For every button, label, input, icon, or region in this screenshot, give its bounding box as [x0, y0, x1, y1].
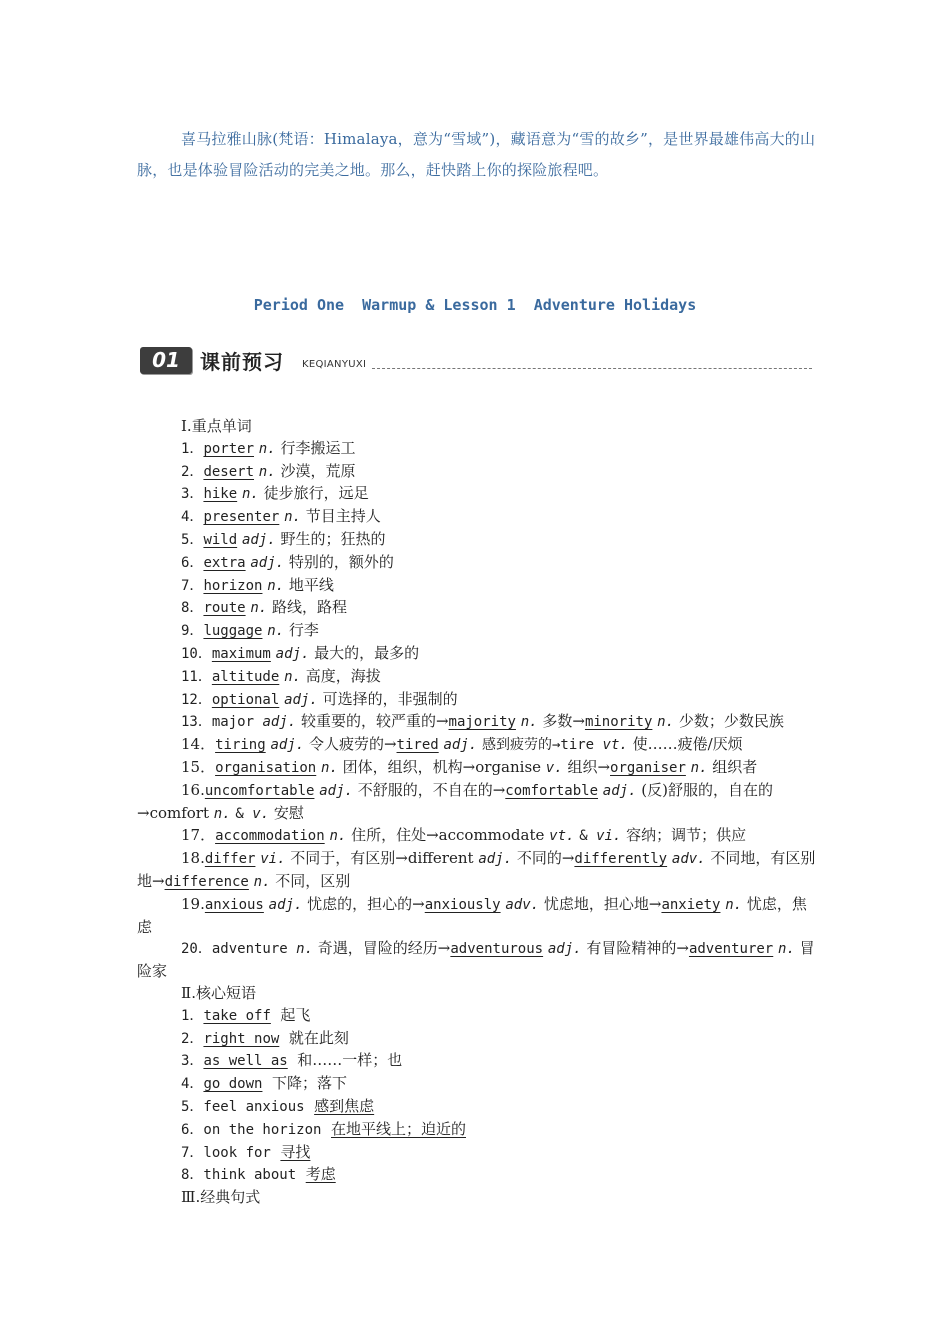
part-of-speech: n.: [241, 486, 259, 503]
part-of-speech: n.: [258, 463, 276, 480]
phrase-answer: 感到焦虑: [314, 1096, 375, 1115]
phrase-answer: take off: [203, 1007, 271, 1024]
word-answer: route: [203, 600, 246, 617]
word-item: [137, 438, 817, 461]
phrase-meaning: 起飞: [280, 1005, 311, 1024]
part-of-speech: adj.: [241, 531, 276, 548]
word-number: 10．: [181, 645, 212, 662]
word-number: 8．: [181, 600, 204, 617]
phrase-answer: 在地平线上；迫近的: [330, 1119, 466, 1138]
banner-title: 课前预习: [200, 350, 284, 374]
content: [137, 416, 817, 1209]
word-item: [137, 483, 817, 506]
word-answer: wild: [203, 531, 238, 548]
word-item-16: 16.uncomfortable adj. 不舒服的，不自在的→comfortable adj. (反)舒服的，自在的→comfort n. & v. 安慰: [137, 780, 774, 822]
part-of-speech: n.: [258, 440, 276, 457]
word-meaning: 路线，路程: [272, 598, 348, 617]
word-meaning: 高度，海拔: [305, 666, 381, 685]
word-answer: extra: [203, 554, 246, 571]
word-number: 4．: [181, 509, 204, 526]
word-meaning: 最大的，最多的: [314, 643, 420, 662]
word-answer: altitude: [211, 668, 280, 685]
part-of-speech: n.: [284, 668, 301, 685]
period-title: Period One Warmup & Lesson 1 Adventure Holidays: [253, 296, 697, 314]
phrase-answer: as well as: [203, 1053, 288, 1070]
phrase-number: 2．: [181, 1030, 204, 1047]
phrase-answer: 寻找: [280, 1142, 311, 1161]
word-answer: optional: [211, 691, 280, 708]
phrase-meaning: 下降；落下: [272, 1074, 348, 1093]
word-item-20: 20．adventure n. 奇遇，冒险的经历→adventurous adj. 有冒险精神的→adventurer n. 冒险家: [137, 939, 815, 981]
part-of-speech: adj.: [284, 691, 318, 708]
phrase-item: [137, 1073, 817, 1096]
phrase-text: 5．feel anxious: [181, 1098, 305, 1115]
word-meaning: 可选择的，非强制的: [322, 689, 458, 708]
word-item: [137, 666, 817, 689]
word-item: [137, 620, 817, 643]
phrase-answer: 考虑: [305, 1165, 336, 1184]
word-item-19: 19.anxious adj. 忧虑的，担心的→anxiously adv. 忧虑地，担心地→anxiety n. 忧虑，焦虑: [137, 894, 807, 936]
word-answer: maximum: [211, 645, 271, 662]
word-item: [137, 643, 817, 666]
phrase-item: [137, 1119, 817, 1142]
phrase-text: 6．on the horizon: [181, 1121, 322, 1138]
section-heading-sentences: Ⅲ.经典句式: [181, 1188, 261, 1207]
word-number: 12．: [181, 691, 212, 708]
phrase-answer: right now: [203, 1030, 280, 1047]
word-item: [137, 689, 817, 712]
word-item: [137, 552, 817, 575]
word-meaning: 特别的，额外的: [288, 552, 394, 571]
word-item: [137, 506, 817, 529]
word-number: 7．: [181, 577, 204, 594]
word-answer: porter: [203, 440, 255, 457]
word-answer: hike: [203, 486, 238, 503]
phrase-list: [137, 1005, 817, 1096]
part-of-speech: n.: [250, 600, 268, 617]
section-banner: [140, 344, 812, 378]
section-heading-words: Ⅰ.重点单词: [181, 417, 252, 435]
word-list: [137, 438, 817, 712]
word-number: 11．: [181, 668, 212, 685]
banner-pinyin: KEQIANYUXI: [302, 359, 367, 370]
banner-divider: [372, 368, 812, 369]
word-number: 1．: [181, 440, 204, 457]
phrase-item: [137, 1164, 817, 1187]
word-answer: presenter: [203, 509, 280, 526]
badge-number: 01: [152, 348, 180, 372]
word-answer: horizon: [203, 577, 263, 594]
phrase-item: [137, 1028, 817, 1051]
part-of-speech: n.: [267, 623, 285, 640]
word-item: [137, 461, 817, 484]
word-number: 3．: [181, 486, 204, 503]
word-meaning: 节目主持人: [305, 507, 381, 526]
word-meaning: 徒步旅行，远足: [263, 484, 369, 503]
phrase-number: 4．: [181, 1076, 204, 1093]
part-of-speech: n.: [284, 509, 301, 526]
phrase-meaning: 和……一样；也: [297, 1051, 403, 1070]
word-number: 2．: [181, 463, 204, 480]
word-number: 5．: [181, 531, 204, 548]
word-item-18: 18.differ vi. 不同于，有区别→different adj. 不同的→differently adv. 不同地，有区别地→difference n. 不同，区别: [137, 849, 816, 890]
word-item-14: 14．tiring adj. 令人疲劳的→tired adj. 感到疲劳的→tire vt. 使……疲倦/厌烦: [181, 735, 743, 754]
word-meaning: 沙漠，荒原: [280, 461, 356, 480]
word-item: [137, 529, 817, 552]
part-of-speech: n.: [267, 577, 285, 594]
word-number: 9．: [181, 623, 204, 640]
word-item: [137, 597, 817, 620]
word-meaning: 行李搬运工: [280, 438, 356, 457]
phrase-item: [137, 1050, 817, 1073]
part-of-speech: adj.: [250, 554, 285, 571]
word-item-13: 13．major adj. 较重要的，较严重的→majority n. 多数→minority n. 少数；少数民族: [181, 712, 784, 731]
banner-badge: [140, 347, 192, 374]
word-meaning: 地平线: [288, 575, 334, 594]
word-answer: luggage: [203, 623, 263, 640]
phrase-item: [137, 1142, 817, 1165]
phrase-item: [137, 1005, 817, 1028]
word-answer: desert: [203, 463, 255, 480]
word-meaning: 野生的；狂热的: [280, 529, 386, 548]
word-meaning: 行李: [288, 621, 319, 640]
part-of-speech: adj.: [275, 645, 310, 662]
section-heading-phrases: Ⅱ.核心短语: [181, 983, 256, 1002]
intro-paragraph: 喜马拉雅山脉(梵语：Himalaya，意为“雪域”)，藏语意为“雪的故乡”，是世界最雄伟高大的山脉，也是体验冒险活动的完美之地。那么，赶快踏上你的探险旅程吧。: [137, 130, 816, 179]
phrase-list-2: [137, 1096, 817, 1187]
word-item-17: 17．accommodation n. 住所，住处→accommodate vt. & vi. 容纳；调节；供应: [181, 826, 747, 845]
phrase-meaning: 就在此刻: [288, 1028, 349, 1047]
word-item-15: 15．organisation n. 团体，组织，机构→organise v. 组织→organiser n. 组织者: [181, 757, 758, 776]
phrase-item: [137, 1096, 817, 1119]
phrase-answer: go down: [203, 1076, 263, 1093]
word-number: 6．: [181, 554, 204, 571]
word-item: [137, 575, 817, 598]
phrase-text: 8．think about: [181, 1167, 297, 1184]
phrase-number: 3．: [181, 1053, 204, 1070]
phrase-text: 7．look for: [181, 1144, 271, 1161]
phrase-number: 1．: [181, 1007, 204, 1024]
